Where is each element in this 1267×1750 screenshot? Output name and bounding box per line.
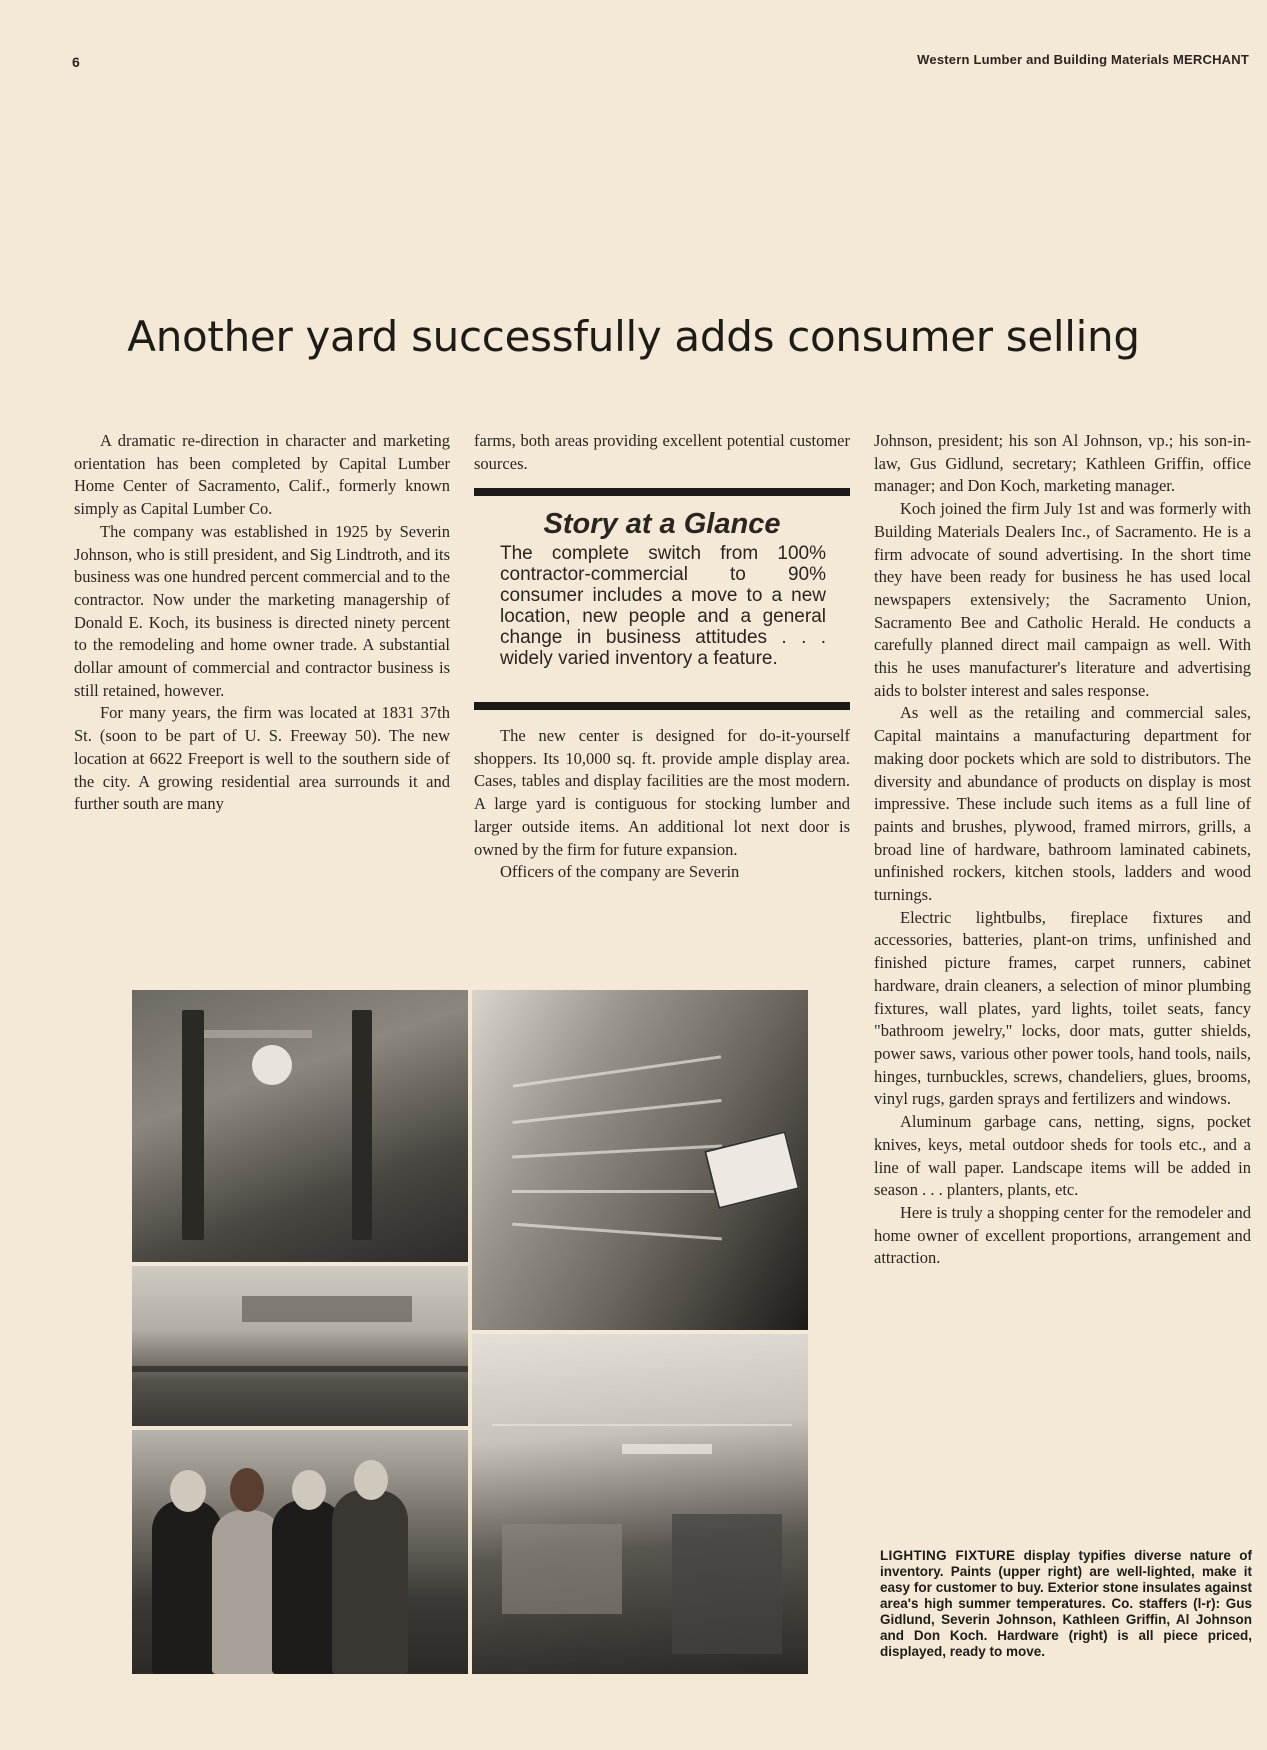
paragraph: Aluminum garbage cans, netting, signs, pocket knives, keys, metal outdoor sheds for tools etc., and a line of wall paper. Landscape items will be added in season . . . planters, plants, etc.: [874, 1112, 1251, 1200]
paint-aisle-photo: [472, 990, 808, 1330]
showroom-entrance-sign: [704, 1131, 800, 1210]
photo-collage: [132, 990, 808, 1675]
page-number: 6: [72, 54, 80, 70]
paragraph: Koch joined the firm July 1st and was formerly with Building Materials Dealers Inc., of Sacramento. He is a firm advocate of sound advertising. In the short time they have been ready for business he has used local newspapers extensively; the Sacramento Union, Sacramento Bee and Catholic Herald. He conducts a carefully planned direct mail campaign as well. With this he uses manufacturer's literature and advertising aids to bolster interest and sales response.: [874, 499, 1251, 700]
paragraph: Johnson, president; his son Al Johnson, vp.; his son-in-law, Gus Gidlund, secretary; Kathleen Griffin, office manager; and Don Koch, marketing manager.: [874, 431, 1251, 496]
paragraph: Officers of the company are Severin: [500, 862, 740, 882]
article-column-2-bottom: [474, 725, 850, 884]
lighting-fixture-photo: [132, 990, 468, 1262]
story-at-a-glance-box: [474, 488, 850, 710]
article-column-2-top: [474, 430, 850, 475]
bottom-rule: [474, 702, 850, 710]
glance-text: The complete switch from 100% contractor-commercial to 90% consumer includes a move to a new location, new people and a general change in business attitudes . . . widely varied inventory a feature.: [500, 543, 826, 669]
paragraph: The new center is designed for do-it-yourself shoppers. Its 10,000 sq. ft. provide ample display area. Cases, tables and display facilities are the most modern. A large yard is contiguous for stocking lumber and larger outside items. An additional lot next door is owned by the firm for future expansion.: [474, 726, 850, 859]
article-column-3: [874, 430, 1251, 1270]
top-rule: [474, 488, 850, 496]
paragraph: Here is truly a shopping center for the remodeler and home owner of excellent proportions, arrangement and attraction.: [874, 1202, 1251, 1268]
running-head: Western Lumber and Building Materials MERCHANT: [917, 52, 1249, 67]
headline: Another yard successfully adds consumer selling: [127, 312, 1140, 361]
hardware-aisle-photo: [472, 1334, 808, 1674]
paragraph: A dramatic re-direction in character and marketing orientation has been completed by Capital Lumber Home Center of Sacramento, Calif., formerly known simply as Capital Lumber Co.: [74, 431, 450, 519]
paragraph: As well as the retailing and commercial sales, Capital maintains a manufacturing department for making door pockets which are sold to distributors. The diversity and abundance of products on display is most impressive. These include such items as a full line of paints and brushes, plywood, framed mirrors, grills, a broad line of hardware, bathroom laminated cabinets, unfinished rockers, kitchen stools, ladders and wood turnings.: [874, 703, 1251, 905]
staff-group-photo: [132, 1430, 468, 1674]
paragraph: For many years, the firm was located at 1831 37th St. (soon to be part of U. S. Freeway 50). The new location at 6622 Freeport is well to the southern side of the city. A growing residential area surrounds it and further south are many: [74, 703, 450, 814]
glance-title: Story at a Glance: [543, 508, 781, 540]
caption-text: display typifies diverse nature of inventory. Paints (upper right) are well-lighted, make it easy for customer to buy. Exterior stone insulates against area's high summer temperatures. Co. staffers (l-r): Gus Gidlund, Severin Johnson, Kathleen Griffin, Al Johnson and Don Koch. Hardware (right) is all piece priced, displayed, ready to move.: [880, 1548, 1252, 1659]
paragraph: Electric lightbulbs, fireplace fixtures and accessories, batteries, plant-on trims, unfinished and finished picture frames, carpet runners, cabinet hardware, drain cleaners, a selection of minor plumbing fixtures, wall plates, yard lights, toilet seats, fancy "bathroom jewelry," locks, door mats, gutter shields, power saws, various other power tools, hand tools, nails, hinges, turnbuckles, screws, chandeliers, glues, brooms, vinyl rugs, garden sprays and fertilizers and windows.: [874, 907, 1251, 1109]
caption-lead: LIGHTING FIXTURE: [880, 1548, 1016, 1563]
article-column-1: [74, 430, 450, 816]
paragraph: The company was established in 1925 by Severin Johnson, who is still president, and Sig Lindtroth, and its business was one hundred percent commercial and to the contractor. Now under the marketing managership of Donald E. Koch, its business is directed ninety percent to the remodeling and home owner trade. A substantial dollar amount of commercial and contractor business is still retained, however.: [74, 521, 450, 700]
paragraph: farms, both areas providing excellent potential customer sources.: [474, 431, 850, 473]
store-exterior-photo: [132, 1266, 468, 1426]
photo-caption: [880, 1548, 1252, 1660]
